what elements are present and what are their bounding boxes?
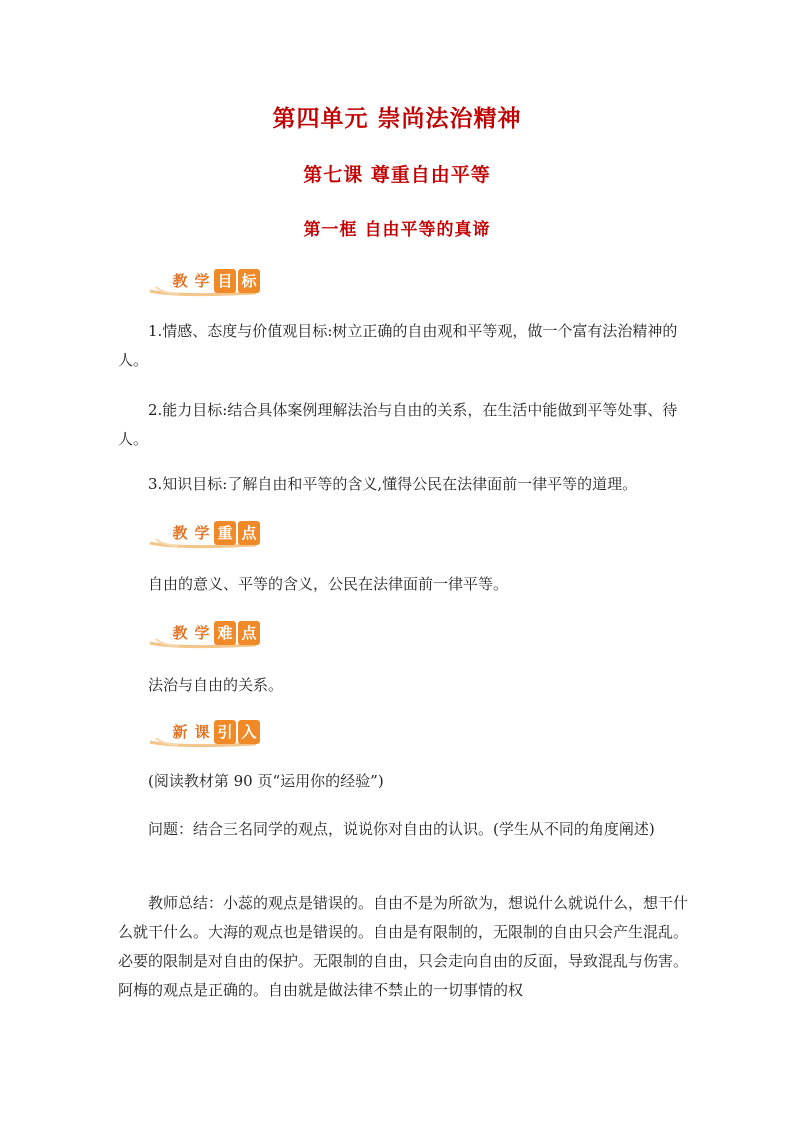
section-badge-key-points	[148, 519, 260, 549]
badge-char: 教	[172, 272, 188, 290]
section-badge-difficulties	[148, 619, 260, 649]
unit-title: 第四单元 崇尚法治精神	[272, 106, 522, 132]
badge-char: 难	[214, 621, 236, 645]
question-text: 问题：结合三名同学的观点，说说你对自由的认识。(学生从不同的角度阐述)	[148, 820, 655, 838]
reading-note: (阅读教材第 90 页“运用你的经验”)	[148, 772, 384, 790]
badge-char: 教	[172, 524, 188, 542]
badge-char: 重	[214, 521, 236, 545]
section-badge-objectives	[148, 267, 260, 297]
key-points-text: 自由的意义、平等的含义，公民在法律面前一律平等。	[148, 575, 509, 593]
lesson-title: 第七课 尊重自由平等	[303, 164, 491, 186]
badge-char: 引	[214, 720, 236, 744]
badge-char: 目	[214, 269, 236, 293]
badge-char: 学	[194, 524, 210, 542]
objective-3: 3.知识目标:了解自由和平等的含义,懂得公民在法律面前一律平等的道理。	[148, 475, 638, 493]
badge-char: 入	[238, 720, 260, 744]
badge-char: 课	[194, 723, 210, 741]
badge-char: 点	[238, 621, 260, 645]
frame-title: 第一框 自由平等的真谛	[303, 220, 491, 240]
badge-char: 教	[172, 624, 188, 642]
objective-1: 1.情感、态度与价值观目标:树立正确的自由观和平等观，做一个富有法治精神的人。	[118, 322, 678, 369]
section-badge-intro	[148, 718, 260, 748]
badge-char: 学	[194, 272, 210, 290]
badge-char: 点	[238, 521, 260, 545]
badge-char: 新	[172, 723, 188, 741]
badge-char: 标	[238, 269, 260, 293]
teacher-summary: 教师总结：小蕊的观点是错误的。自由不是为所欲为，想说什么就说什么，想干什么就干什么。大海的观点也是错误的。自由是有限制的，无限制的自由只会产生混乱。必要的限制是对自由的保护。无限制的自由，只会走向自由的反面，导致混乱与伤害。阿梅的观点是正确的。自由就是做法律不禁止的一切事情的权	[118, 894, 689, 999]
difficulties-text: 法治与自由的关系。	[148, 676, 284, 694]
badge-char: 学	[194, 624, 210, 642]
objective-2: 2.能力目标:结合具体案例理解法治与自由的关系，在生活中能做到平等处事、待人。	[118, 401, 678, 448]
